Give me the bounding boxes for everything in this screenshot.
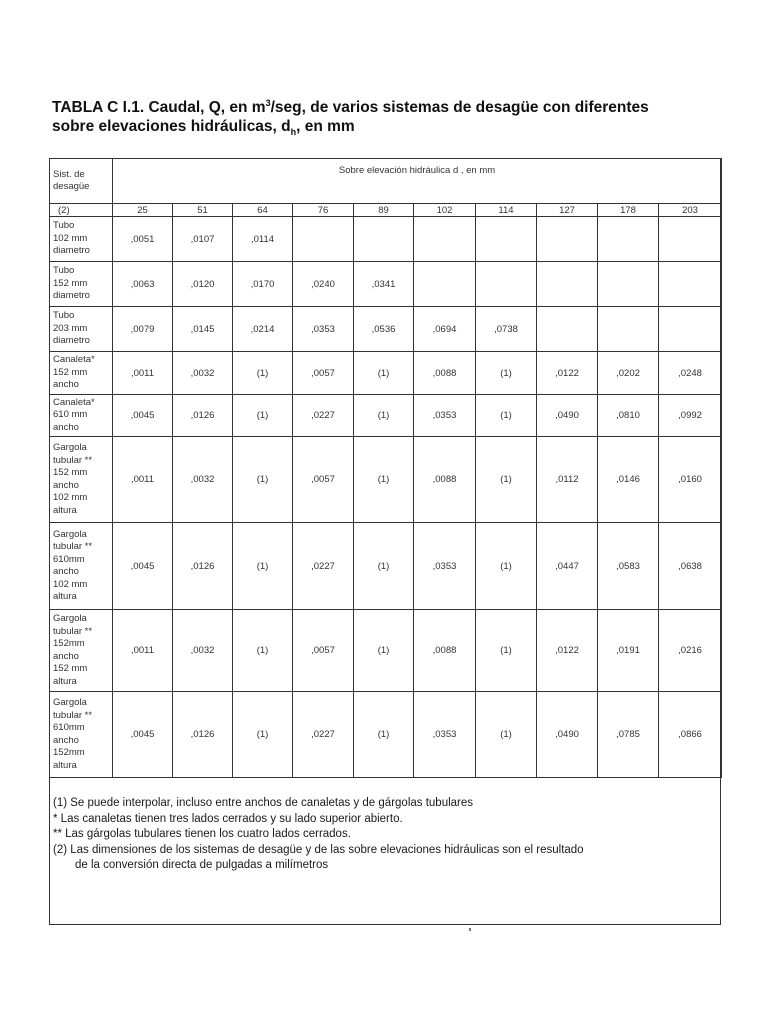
value-cell: ,0694 [414,307,476,352]
value-cell: ,0088 [414,610,476,692]
value-cell: ,0536 [354,307,414,352]
header-system-line: Sist. de [53,168,85,180]
header-span-cell [113,159,722,204]
row-system-line: tubular ** [53,625,93,637]
value-cell: (1) [233,610,293,692]
value-cell: ,0227 [293,395,354,437]
value-cell: ,0248 [659,352,722,395]
value-cell: ,0122 [537,352,598,395]
value-cell: ,0490 [537,395,598,437]
value-cell: ,0638 [659,523,722,610]
value-cell: ,0114 [233,217,293,262]
row-system-line: 102 mm [53,232,88,244]
column-header: 89 [354,204,414,217]
footnote-3: ** Las gárgolas tubulares tienen los cuatro lados cerrados. [53,828,351,840]
value-cell: (1) [354,523,414,610]
row-system-line: ancho [53,650,79,662]
value-cell [659,262,722,307]
value-cell: ,0126 [173,523,233,610]
value-cell [414,262,476,307]
value-cell: ,0079 [113,307,173,352]
value-cell [537,307,598,352]
title-subscript: h [290,127,297,138]
column-header: 127 [537,204,598,217]
row-system-line: Gargola [53,613,87,624]
row-system-cell [50,437,113,523]
value-cell: ,0126 [173,395,233,437]
value-cell [476,262,537,307]
value-cell: (1) [476,523,537,610]
value-cell [537,217,598,262]
value-cell: ,0227 [293,523,354,610]
footnote-4: (2) Las dimensiones de los sistemas de desagüe y de las sobre elevaciones hidráulicas son el resultado [53,843,584,856]
table-row [50,610,722,692]
footnote-1: (1) Se puede interpolar, incluso entre anchos de canaletas y de gárgolas tubulares [53,797,474,809]
table-row [50,692,722,778]
value-cell: (1) [354,610,414,692]
row-system-line: Canaleta* [53,396,95,408]
value-cell: ,0785 [598,692,659,778]
value-cell: ,0045 [113,395,173,437]
column-header: 114 [476,204,537,217]
value-cell: ,0045 [113,523,173,610]
row-system-line: altura [53,675,77,687]
value-cell: ,0191 [598,610,659,692]
value-cell: (1) [233,692,293,778]
row-system-cell [50,262,113,307]
row-system-cell [50,610,113,692]
value-cell: ,0032 [173,352,233,395]
row-system-line: 102 mm [53,578,88,590]
value-cell [293,217,354,262]
row-system-line: altura [53,504,77,516]
table-row [50,437,722,523]
row-system-line: ancho [53,479,79,491]
column-header: 64 [233,204,293,217]
value-cell: ,0810 [598,395,659,437]
value-cell: ,0051 [113,217,173,262]
value-cell: ,0490 [537,692,598,778]
value-cell: ,0583 [598,523,659,610]
column-header-label: (2) [50,204,113,217]
value-cell: (1) [476,352,537,395]
title-text-d: , en mm [296,118,355,135]
table-header-row [50,159,722,204]
column-header: 51 [173,204,233,217]
row-system-line: Tubo [53,220,75,232]
row-system-line: ancho [53,566,79,577]
row-system-line: 203 mm [53,322,88,334]
row-system-line: 102 mm [53,492,88,503]
header-system-cell [50,159,113,204]
value-cell: ,0341 [354,262,414,307]
value-cell: ,0120 [173,262,233,307]
value-cell [537,262,598,307]
row-system-line: diametro [53,335,90,347]
value-cell: ,0170 [233,262,293,307]
value-cell: ,0240 [293,262,354,307]
value-cell: (1) [354,437,414,523]
row-system-line: 152 mm [53,366,88,378]
value-cell: ,0122 [537,610,598,692]
value-cell: ,0032 [173,610,233,692]
title-text-b: /seg, de varios sistemas de desagüe con diferentes [270,99,649,116]
value-cell [598,307,659,352]
title-superscript: 3 [265,97,271,108]
column-header: 178 [598,204,659,217]
value-cell: ,0992 [659,395,722,437]
footnote-5: de la conversión directa de pulgadas a milímetros [75,859,329,871]
value-cell: ,0011 [113,352,173,395]
row-system-line: 152mm [53,747,85,758]
value-cell: ,0353 [414,692,476,778]
value-cell: ,0126 [173,692,233,778]
row-system-line: tubular ** [53,541,93,552]
row-system-cell [50,692,113,778]
document-title [52,98,722,136]
value-cell: ,0011 [113,437,173,523]
row-system-line: altura [53,591,77,602]
value-cell [414,217,476,262]
value-cell: ,0160 [659,437,722,523]
value-cell: ,0145 [173,307,233,352]
title-text-c: sobre elevaciones hidráulicas, d [52,118,291,135]
header-system-line: desagüe [53,181,90,192]
flow-table [49,158,722,778]
row-system-line: Gargola [53,528,87,540]
value-cell: ,0447 [537,523,598,610]
row-system-line: tubular ** [53,709,93,721]
value-cell: (1) [476,692,537,778]
column-header-row [50,204,722,217]
value-cell: ,0353 [293,307,354,352]
stray-mark [469,928,471,931]
value-cell [659,217,722,262]
row-system-cell [50,307,113,352]
value-cell: (1) [354,692,414,778]
row-system-line: Tubo [53,265,75,277]
row-system-line: Tubo [53,310,75,322]
value-cell: (1) [476,395,537,437]
value-cell: ,0227 [293,692,354,778]
value-cell: ,0088 [414,352,476,395]
row-system-line: Gargola [53,697,87,708]
value-cell: (1) [233,352,293,395]
value-cell: ,0011 [113,610,173,692]
table-row [50,262,722,307]
value-cell [354,217,414,262]
row-system-line: altura [53,759,77,771]
row-system-line: Gargola [53,442,87,453]
value-cell [598,262,659,307]
value-cell: (1) [354,395,414,437]
value-cell: ,0032 [173,437,233,523]
row-system-line: tubular ** [53,454,93,466]
value-cell: (1) [233,523,293,610]
row-system-line: ancho [53,379,79,391]
row-system-cell [50,395,113,437]
value-cell: (1) [476,610,537,692]
value-cell: ,0866 [659,692,722,778]
table-footnotes [53,796,717,874]
row-system-line: 152 mm [53,663,88,674]
table-row [50,307,722,352]
column-header: 102 [414,204,476,217]
footnote-2: * Las canaletas tienen tres lados cerrados y su lado superior abierto. [53,812,403,825]
value-cell: ,0146 [598,437,659,523]
title-line-1 [52,98,722,117]
value-cell: (1) [476,437,537,523]
header-span-text: Sobre elevación hidráulica d , en mm [338,165,496,176]
value-cell: ,0353 [414,395,476,437]
value-cell: ,0057 [293,610,354,692]
value-cell: ,0738 [476,307,537,352]
value-cell: (1) [233,437,293,523]
row-system-cell [50,352,113,395]
table-row [50,217,722,262]
row-system-cell [50,523,113,610]
value-cell: ,0063 [113,262,173,307]
value-cell [659,307,722,352]
row-system-line: Canaleta* [53,354,95,366]
value-cell: ,0216 [659,610,722,692]
table-row [50,352,722,395]
row-system-line: 610 mm [53,409,88,421]
row-system-line: 610mm [53,722,85,733]
table-row [50,395,722,437]
row-system-line: ancho [53,421,79,433]
value-cell: ,0057 [293,352,354,395]
value-cell: (1) [233,395,293,437]
value-cell [598,217,659,262]
value-cell: ,0088 [414,437,476,523]
value-cell: ,0112 [537,437,598,523]
row-system-line: 610mm [53,553,85,565]
title-line-2 [52,117,722,136]
value-cell [476,217,537,262]
value-cell: ,0045 [113,692,173,778]
row-system-line: 152 mm [53,277,88,289]
row-system-cell [50,217,113,262]
column-header: 76 [293,204,354,217]
row-system-line: 152 mm [53,467,88,478]
column-header: 203 [659,204,722,217]
value-cell: ,0057 [293,437,354,523]
table-row [50,523,722,610]
row-system-line: diametro [53,290,90,302]
value-cell: ,0353 [414,523,476,610]
value-cell: ,0202 [598,352,659,395]
value-cell: ,0107 [173,217,233,262]
row-system-line: ancho [53,734,79,746]
value-cell: ,0214 [233,307,293,352]
row-system-line: diametro [53,245,90,257]
column-header: 25 [113,204,173,217]
value-cell: (1) [354,352,414,395]
title-text-a: TABLA C I.1. Caudal, Q, en m [52,99,266,116]
row-system-line: 152mm [53,638,85,649]
